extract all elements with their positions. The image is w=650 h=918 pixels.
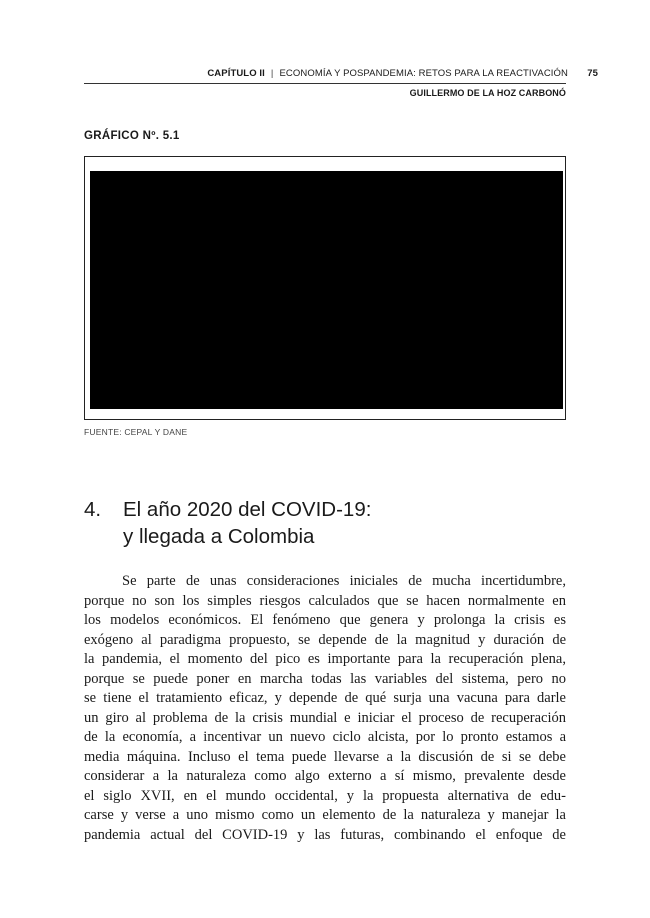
paragraph-line: la pandemia, el momento del pico es importante para la recuperación plena, <box>84 651 566 667</box>
figure-source: FUENTE: CEPAL Y DANE <box>84 427 188 437</box>
paragraph-line: Se parte de unas consideraciones iniciales de mucha incertidumbre, <box>122 573 566 589</box>
header-chapter-title: ECONOMÍA Y POSPANDEMIA: RETOS PARA LA REACTIVACIÓN <box>279 68 568 79</box>
paragraph-line: los modelos económicos. El fenómeno que genera y prolonga la crisis es <box>84 612 566 628</box>
paragraph-line: un giro al problema de la crisis mundial e iniciar el proceso de recuperación <box>84 709 566 726</box>
body-paragraph <box>84 572 566 845</box>
page-number: 75 <box>587 68 598 79</box>
figure-label: GRÁFICO Nº. 5.1 <box>84 130 180 142</box>
paragraph-line: se tiene el tratamiento eficaz, y depende de qué surja una vacuna para darle <box>84 690 566 706</box>
header-chapter: CAPÍTULO II <box>207 68 265 79</box>
section-number: 4. <box>84 498 102 521</box>
header-author: GUILLERMO DE LA HOZ CARBONÓ <box>409 88 566 98</box>
figure-frame <box>84 156 566 420</box>
figure-image <box>90 171 563 409</box>
section-title <box>123 496 371 550</box>
header-chapter-line <box>207 68 568 79</box>
paragraph-line: media máquina. Incluso el tema puede llevarse a la discusión de si se debe <box>84 748 566 765</box>
paragraph-line: porque se puede poner en marcha todas las variables del sistema, pero no <box>84 670 566 687</box>
header-separator: | <box>270 68 274 79</box>
paragraph-line: exógeno al paradigma propuesto, se depende de la magnitud y duración de <box>84 631 566 648</box>
paragraph-line: de la economía, a incentivar un nuevo ciclo alcista, por lo pronto estamos a <box>84 729 566 745</box>
paragraph-line: pandemia actual del COVID-19 y las futuras, combinando el enfoque de <box>84 826 566 843</box>
section-title-line-1: El año 2020 del COVID-19: <box>123 498 372 521</box>
paragraph-line: porque no son los simples riesgos calculados que se hacen normalmente en <box>84 592 566 609</box>
header-rule <box>84 83 566 84</box>
paragraph-line: el siglo XVII, en el mundo occidental, y la propuesta alternativa de edu- <box>84 787 566 804</box>
paragraph-line: considerar a la naturaleza como algo externo a sí mismo, prevalente desde <box>84 768 566 784</box>
paragraph-line: carse y verse a uno mismo como un elemento de la naturaleza y manejar la <box>84 807 566 823</box>
section-title-line-2: y llegada a Colombia <box>123 525 315 548</box>
